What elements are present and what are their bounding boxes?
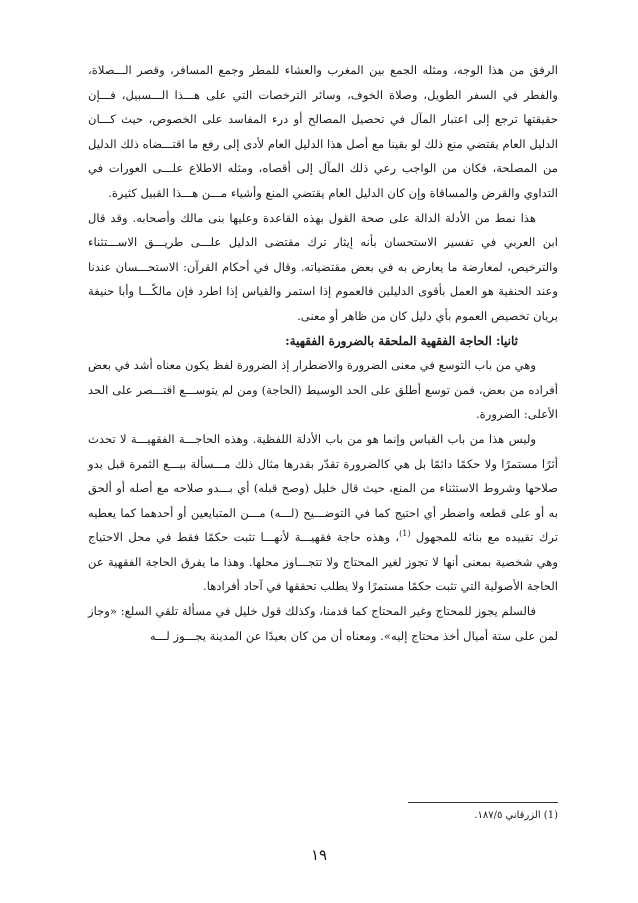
paragraph: وهي من باب التوسع في معنى الضرورة والاضطرار إذ الضرورة لفظ يكون معناه أشد في بعض أفراده من بعض، فمن توسع أطلق على الحد الوسيط (الحاجة) ومن لم يتوســـع اقتـــصر على الحد الأعلى: الضرورة.: [88, 358, 558, 422]
paragraph: هذا نمط من الأدلة الدالة على صحة القول بهذه القاعدة وعليها بنى مالك وأصحابه. وقد قال ابن العربي في تفسير الاستحسان بأنه إيثار ترك مقتضى الدليل علـــى طريـــق الاســـتثناء والترخيص، لمعارضة ما يعارض به في بعض مقتضياته. وقال في أحكام القرآن: الاستحـــسان عندنا وعند الحنفية هو العمل بأقوى الدليلين فالعموم إذا استمر والقياس إذا اطرد فإن مالكًـــا وأبا حنيفة يريان تخصيص العموم بأي دليل كان من ظاهر أو معنى.: [88, 210, 558, 323]
paragraph-text: وليس هذا من باب القياس وإنما هو من باب الأدلة اللفظية. وهذه الحاجـــة الفقهيـــة لا تحدث أثرًا مستمرًا ولا حكمًا دائمًا بل هي كالضرورة تقدّر بقدرها مثال ذلك مـــسألة بيـــع الثمرة قبل بدو صلاحها وشروط الاستثناء من المنع، حيث قال خليل (وصح قبله) أي بـــدو صلاحه مع أصله أو ألحق به أو على قطعه واضطر أي احتيج كما في التوضـــيح (لـــه) مـــن المتبايعين أو أحدهما كما يعطيه ترك تقييده مع بنائه للمجهول: [88, 431, 558, 545]
paragraph-text: ، وهذه حاجة فقهيـــة لأنهـــا تثبت حكمًا فقط في محل الاحتياج وهي شخصية بمعنى أنها لا تجوز لغير المحتاج ولا تتجـــاوز محلها. وهذا ما يفرق الحاجة الفقهية عن الحاجة الأصولية التي تثبت حكمًا مستمرًا ولا يطلب تحققها في آحاد أفرادها.: [88, 530, 558, 594]
paragraph: [88, 427, 558, 599]
footnote: (1) الزرقاني ١٨٧/٥.: [474, 810, 558, 821]
footnote-reference[interactable]: (1): [399, 529, 411, 539]
section-heading: ثانيا: الحاجة الفقهية الملحقة بالضرورة الفقهية:: [285, 333, 518, 348]
footnote-divider: [408, 802, 558, 803]
paragraph: الرفق من هذا الوجه، ومثله الجمع بين المغرب والعشاء للمطر وجمع المسافر، وقصر الـــصلاة، والفطر في السفر الطويل، وصلاة الخوف، وسائر الترخصات التي على هـــذا الـــسبيل، فـــإن حقيقتها ترجع إلى اعتبار المآل في تحصيل المصالح أو درء المفاسد على الخصوص، حيث كـــان الدليل العام يقتضي منع ذلك لو بقينا مع أصل هذا الدليل العام لأدى إلى رفع ما اقتـــضاه ذلك الدليل من المصلحة، فكان من الواجب رعي ذلك المآل إلى أقصاه، ومثله الاطلاع علـــى العورات في التداوي والقرض والمساقاة وإن كان الدليل العام يقتضي المنع وأشياء مـــن هـــذا القبيل كثيرة.: [88, 63, 558, 200]
body-text: [88, 58, 558, 648]
paragraph: فالسلم يجوز للمحتاج وغير المحتاج كما قدمنا، وكذلك قول خليل في مسألة تلقي السلع: «وجاز لمن على ستة أميال أخذ محتاج إليه». ومعناه أن من كان بعيدًا عن المدينة يجـــوز لـــه: [88, 604, 558, 643]
page-number: ١٩: [310, 846, 328, 864]
